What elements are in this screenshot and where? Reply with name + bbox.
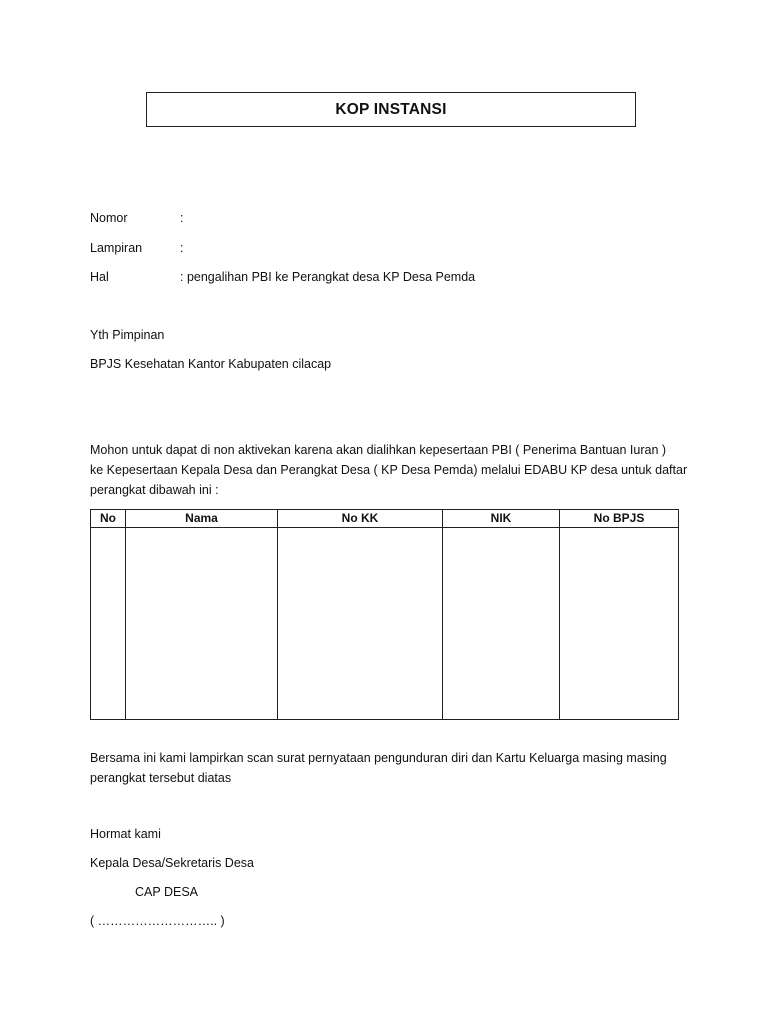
recipient-line-2: BPJS Kesehatan Kantor Kabupaten cilacap bbox=[90, 357, 332, 371]
recipient-line-1: Yth Pimpinan bbox=[90, 328, 165, 342]
meta-value-nomor: : bbox=[180, 211, 184, 225]
signature-line: ( ……………………….. ) bbox=[90, 914, 225, 928]
closing-position: Kepala Desa/Sekretaris Desa bbox=[90, 856, 254, 870]
personnel-table bbox=[90, 509, 679, 720]
meta-value-lampiran: : bbox=[180, 241, 184, 255]
column-header-nik: NIK bbox=[443, 510, 560, 528]
body-paragraph-1-line-2: ke Kepesertaan Kepala Desa dan Perangkat Desa ( KP Desa Pemda) melalui EDABU KP desa untuk daftar bbox=[90, 463, 688, 477]
body-paragraph-1-line-1: Mohon untuk dapat di non aktivekan karena akan dialihkan kepesertaan PBI ( Penerima Bantuan Iuran ) bbox=[90, 443, 667, 457]
column-header-nama: Nama bbox=[126, 510, 278, 528]
meta-label-hal: Hal bbox=[90, 270, 109, 284]
meta-label-nomor: Nomor bbox=[90, 211, 128, 225]
body-paragraph-1 bbox=[90, 440, 690, 500]
table-cell-no bbox=[91, 528, 126, 720]
table-cell-nik bbox=[443, 528, 560, 720]
column-header-no: No bbox=[91, 510, 126, 528]
table-cell-nama bbox=[126, 528, 278, 720]
table-cell-no-bpjs bbox=[560, 528, 679, 720]
body-paragraph-2 bbox=[90, 748, 690, 788]
table-header-row bbox=[91, 510, 679, 528]
body-paragraph-1-line-3: perangkat dibawah ini : bbox=[90, 483, 219, 497]
column-header-no-bpjs: No BPJS bbox=[560, 510, 679, 528]
letterhead-box bbox=[146, 92, 636, 127]
meta-value-hal: : pengalihan PBI ke Perangkat desa KP Desa Pemda bbox=[180, 270, 476, 284]
table-cell-no-kk bbox=[278, 528, 443, 720]
body-paragraph-2-line-1: Bersama ini kami lampirkan scan surat pernyataan pengunduran diri dan Kartu Keluarga masing masing bbox=[90, 751, 667, 765]
closing-greeting: Hormat kami bbox=[90, 827, 161, 841]
letterhead-title: KOP INSTANSI bbox=[335, 100, 447, 118]
meta-label-lampiran: Lampiran bbox=[90, 241, 143, 255]
column-header-no-kk: No KK bbox=[278, 510, 443, 528]
table-row bbox=[91, 528, 679, 720]
stamp-label: CAP DESA bbox=[135, 885, 198, 899]
body-paragraph-2-line-2: perangkat tersebut diatas bbox=[90, 771, 232, 785]
